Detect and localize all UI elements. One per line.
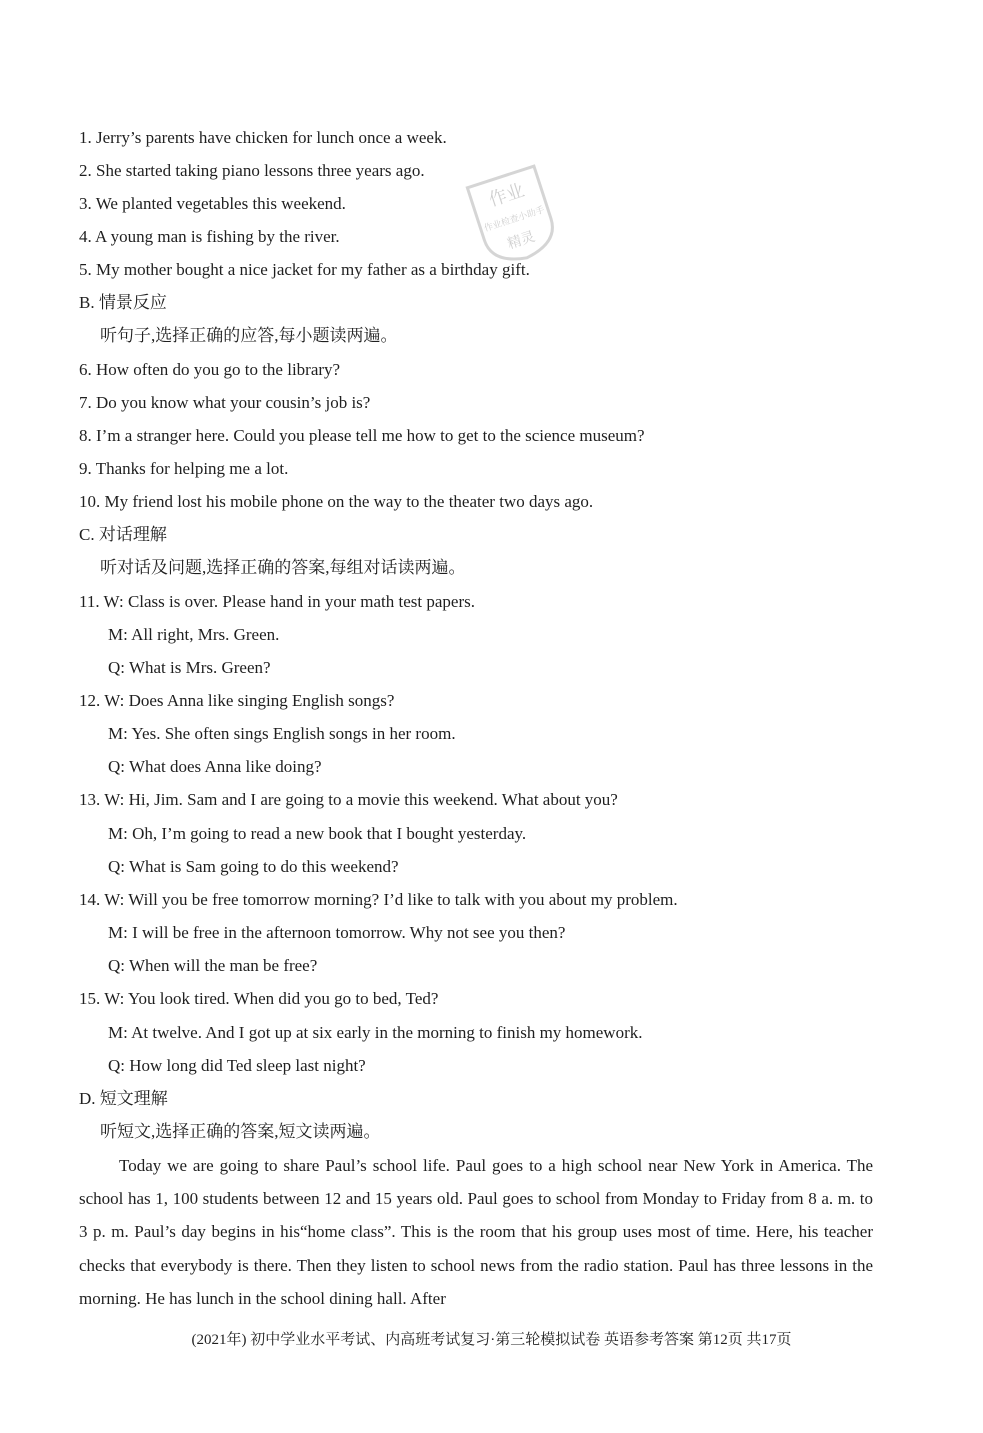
- dialog-14-man: M: I will be free in the afternoon tomorrow. Why not see you then?: [108, 923, 566, 942]
- dialog-14-woman: 14. W: Will you be free tomorrow morning? I’d like to talk with you about my problem.: [79, 890, 678, 909]
- dialog-12-question: Q: What does Anna like doing?: [108, 757, 322, 776]
- dialog-12-woman: 12. W: Does Anna like singing English songs?: [79, 691, 395, 710]
- dialog-12-man: M: Yes. She often sings English songs in her room.: [108, 724, 456, 743]
- dialog-14-question: Q: When will the man be free?: [108, 956, 318, 975]
- question-9: 9. Thanks for helping me a lot.: [79, 459, 289, 478]
- homework-helper-stamp: [458, 160, 568, 270]
- dialog-13-question: Q: What is Sam going to do this weekend?: [108, 857, 399, 876]
- section-b-heading: B. 情景反应: [79, 293, 167, 312]
- dialog-15-question: Q: How long did Ted sleep last night?: [108, 1056, 366, 1075]
- question-2: 2. She started taking piano lessons three years ago.: [79, 161, 425, 180]
- section-b-instruction: 听句子,选择正确的应答,每小题读两遍。: [100, 326, 398, 345]
- stamp-line-2: 作业检查小助手: [483, 205, 547, 235]
- question-6: 6. How often do you go to the library?: [79, 360, 341, 379]
- question-5: 5. My mother bought a nice jacket for my father as a birthday gift.: [79, 260, 530, 279]
- page-footer: (2021年) 初中学业水平考试、内高班考试复习·第三轮模拟试卷 英语参考答案 第12页 共17页: [191, 1332, 792, 1348]
- question-3: 3. We planted vegetables this weekend.: [79, 194, 346, 213]
- question-4: 4. A young man is fishing by the river.: [79, 227, 340, 246]
- stamp-line-3: 精灵: [505, 228, 538, 253]
- dialog-13-woman: 13. W: Hi, Jim. Sam and I are going to a movie this weekend. What about you?: [79, 790, 618, 809]
- dialog-13-man: M: Oh, I’m going to read a new book that I bought yesterday.: [108, 824, 527, 843]
- dialog-15-woman: 15. W: You look tired. When did you go to bed, Ted?: [79, 989, 439, 1008]
- dialog-11-woman: 11. W: Class is over. Please hand in your math test papers.: [79, 592, 475, 611]
- question-7: 7. Do you know what your cousin’s job is?: [79, 393, 371, 412]
- stamp-line-1: 作业: [486, 179, 528, 212]
- section-d-heading: D. 短文理解: [79, 1089, 168, 1108]
- section-c-heading: C. 对话理解: [79, 525, 167, 544]
- question-10: 10. My friend lost his mobile phone on the way to the theater two days ago.: [79, 492, 594, 511]
- dialog-11-question: Q: What is Mrs. Green?: [108, 658, 271, 677]
- passage-text: Today we are going to share Paul’s school life. Paul goes to a high school near New York in America. The school has 1, 100 students between 12 and 15 years old. Paul goes to school from Monday to Friday from 8 a. m. to 3 p. m. Paul’s day begins in his“home class”. This is the room that his group uses most of time. Here, his teacher checks that everybody is there. Then they listen to school news from the radio station. Paul has three lessons in the morning. He has lunch in the school dining hall. After: [79, 1156, 873, 1308]
- question-1: 1. Jerry’s parents have chicken for lunch once a week.: [79, 128, 447, 147]
- question-8: 8. I’m a stranger here. Could you please tell me how to get to the science museum?: [79, 426, 645, 445]
- dialog-11-man: M: All right, Mrs. Green.: [108, 625, 280, 644]
- dialog-15-man: M: At twelve. And I got up at six early in the morning to finish my homework.: [108, 1023, 643, 1042]
- section-d-instruction: 听短文,选择正确的答案,短文读两遍。: [100, 1122, 381, 1141]
- section-c-instruction: 听对话及问题,选择正确的答案,每组对话读两遍。: [100, 558, 466, 577]
